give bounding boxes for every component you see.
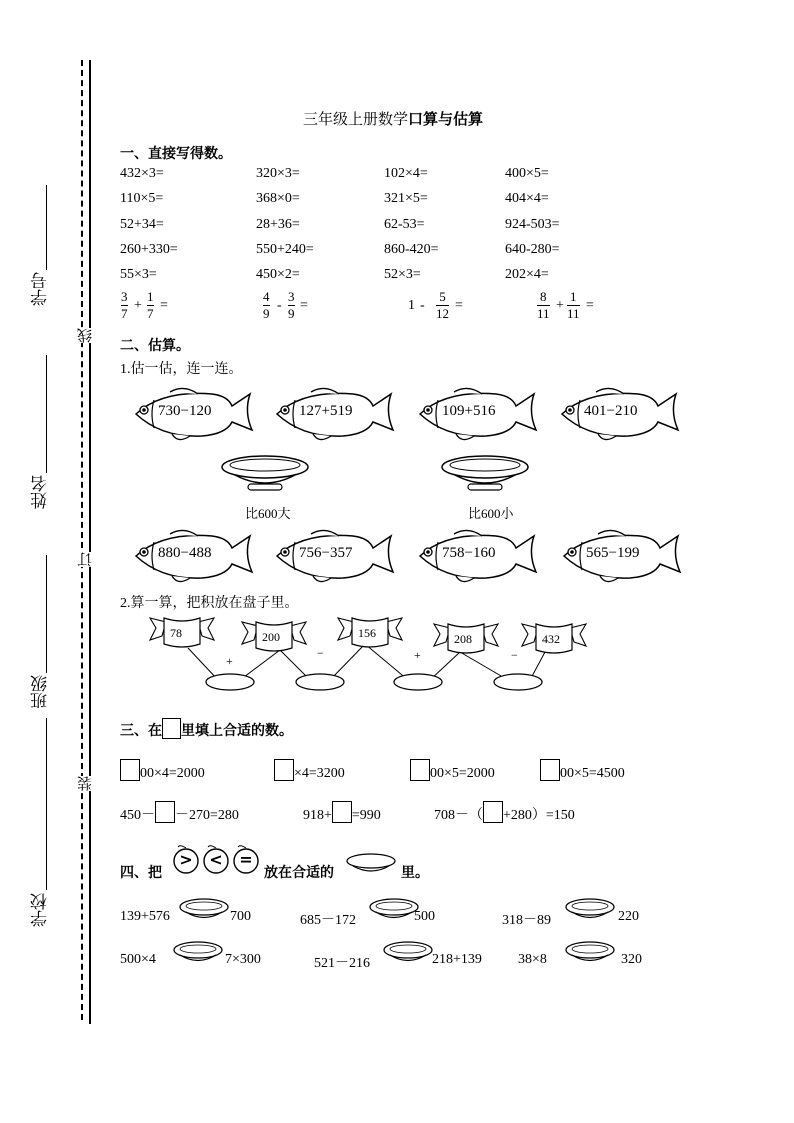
compare-right: 500 [414,909,435,924]
compare-right: 700 [230,909,251,924]
fish-expression: 756−357 [299,545,353,561]
number-flag [520,620,588,664]
arith-problem: 320×3= [256,166,300,181]
answer-plate[interactable] [178,897,230,927]
comparison-symbol[interactable] [172,844,200,874]
compare-right: 7×300 [225,952,261,967]
section4-heading-pre: 四、把 [120,865,162,881]
answer-plate[interactable] [564,940,616,970]
flag-number: 200 [262,630,280,644]
s3-row1-item2: ×4=3200 [274,759,345,782]
compare-left: 685－172 [300,913,356,928]
arith-problem: 28+36= [256,217,300,232]
section2-sub2: 2.算一算，把积放在盘子里。 [120,596,299,611]
section4-heading-mid: 放在合适的 [264,865,334,881]
fish-expression: 730−120 [158,403,212,419]
number-flag [336,614,404,658]
s3-row2-item3: 708－（ +280）=150 [434,801,575,824]
fish-card[interactable] [558,386,683,442]
operator-sign: − [511,648,518,662]
page-title [303,108,483,129]
operator-sign: − [317,646,324,660]
comparison-symbol-text: < [209,850,223,869]
compare-left: 318－89 [502,913,551,928]
binding-solid-line [89,60,91,1024]
fish-expression: 109+516 [442,403,496,419]
arith-problem: 202×4= [505,267,549,282]
number-flag [240,618,308,662]
school-blank [46,718,47,890]
section3-heading: 三、在 里填上合适的数。 [120,718,293,740]
fish-card[interactable] [273,386,398,442]
plate-icon [435,453,535,495]
answer-box[interactable] [332,801,352,823]
arith-problem: 102×4= [384,166,428,181]
arith-problem: 52+34= [120,217,164,232]
answer-plate[interactable] [368,897,420,927]
comparison-symbol-text: = [239,850,253,869]
arith-problem: 55×3= [120,267,157,282]
operator-sign: + [414,648,421,662]
answer-box[interactable] [410,759,430,781]
plate-label-greater: 比600大 [245,506,291,521]
fish-card[interactable] [273,528,398,584]
s3-row1-item4: 00×5=4500 [540,759,625,782]
compare-right: 218+139 [432,952,482,967]
section4-heading-post: 里。 [401,865,429,881]
plate-icon [345,852,397,876]
arith-problem: 260+330= [120,242,178,257]
arith-problem: 321×5= [384,191,428,206]
fish-expression: 401−210 [584,403,638,419]
flag-number: 208 [454,632,472,646]
comparison-symbol[interactable] [202,844,230,874]
plate-icon [215,453,315,495]
plate-label-less: 比600小 [468,506,514,521]
fish-card[interactable] [416,528,541,584]
fish-card[interactable] [416,386,541,442]
binding-mark-bind: 装 [76,776,94,791]
compare-right: 220 [618,909,639,924]
number-flag [432,620,500,664]
compare-left: 139+576 [120,909,170,924]
answer-plate[interactable] [382,940,434,970]
section2-sub1: 1.估一估，连一连。 [120,362,243,377]
student-id-label: 学号 [31,272,51,306]
fish-expression: 880−488 [158,545,212,561]
answer-plate[interactable] [172,940,224,970]
student-id-blank [46,185,47,270]
number-flag [148,614,216,658]
answer-plate[interactable] [564,897,616,927]
arith-problem: 924-503= [505,217,560,232]
s3-row2-item1: 450－ －270=280 [120,801,239,824]
arith-problem: 400×5= [505,166,549,181]
arith-problem: 404×4= [505,191,549,206]
flag-number: 156 [358,626,376,640]
name-blank [46,355,47,473]
fish-expression: 127+519 [299,403,353,419]
binding-dashed-line [81,60,83,1020]
answer-box[interactable] [540,759,560,781]
arith-problem: 52×3= [384,267,421,282]
answer-box[interactable] [274,759,294,781]
section2-heading: 二、估算。 [120,338,190,354]
comparison-symbol[interactable] [232,844,260,874]
flag-number: 432 [542,632,560,646]
arith-problem: 860-420= [384,242,439,257]
title-bold: 口算与估算 [408,110,484,128]
binding-mark-line: 线 [76,328,94,343]
fish-expression: 758−160 [442,545,496,561]
answer-box[interactable] [483,801,503,823]
fish-expression: 565−199 [586,545,640,561]
binding-mark-staple: 订 [76,552,94,567]
arith-problem: 432×3= [120,166,164,181]
flag-number: 78 [170,626,182,640]
arith-problem: 368×0= [256,191,300,206]
compare-right: 320 [621,952,642,967]
title-normal: 三年级上册数学 [303,110,409,128]
compare-left: 521－216 [314,956,370,971]
s3-row1-item1: 00×4=2000 [120,759,205,782]
school-label: 学校 [31,893,51,927]
answer-box[interactable] [155,801,175,823]
s3-row2-item2: 918+ =990 [303,801,381,824]
compare-left: 38×8 [518,952,547,967]
section1-heading: 一、直接写得数。 [120,146,232,162]
fish-card[interactable] [560,528,685,584]
comparison-symbol-text: > [179,850,193,869]
arith-problem: 62-53= [384,217,425,232]
class-label: 班级 [31,675,51,709]
arith-problem: 450×2= [256,267,300,282]
compare-left: 500×4 [120,952,156,967]
arith-problem: 640-280= [505,242,560,257]
fish-card[interactable] [132,386,257,442]
s3-row1-item3: 00×5=2000 [410,759,495,782]
arith-problem: 110×5= [120,191,164,206]
blank-box-icon [162,718,181,739]
answer-box[interactable] [120,759,140,781]
operator-sign: + [226,654,233,668]
fish-card[interactable] [132,528,257,584]
arith-problem: 550+240= [256,242,314,257]
name-label: 姓名 [31,475,51,509]
class-blank [46,555,47,673]
